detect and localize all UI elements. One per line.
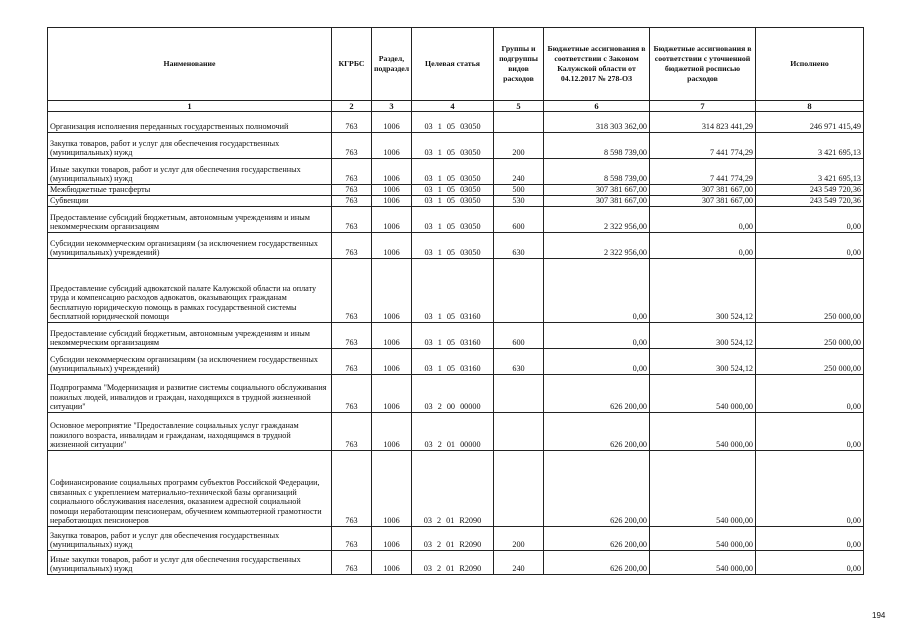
row-name: Закупка товаров, работ и услуг для обеспечения государственных (муниципальных) нужд xyxy=(48,133,332,159)
row-law-amount: 0,00 xyxy=(544,349,650,375)
row-razdel: 1006 xyxy=(372,259,412,323)
row-target: 03 2 01 R2090 xyxy=(412,551,494,575)
column-number-row xyxy=(48,101,864,112)
row-law-amount: 626 200,00 xyxy=(544,527,650,551)
row-refined-amount: 314 823 441,29 xyxy=(650,112,756,133)
row-name: Субсидии некоммерческим организациям (за исключением государственных (муниципальных) учреждений) xyxy=(48,349,332,375)
row-target: 03 1 05 03160 xyxy=(412,349,494,375)
row-law-amount: 626 200,00 xyxy=(544,451,650,527)
row-executed-amount: 3 421 695,13 xyxy=(756,133,864,159)
page-number: 194 xyxy=(872,611,886,620)
row-executed-amount: 0,00 xyxy=(756,527,864,551)
column-number: 8 xyxy=(756,101,864,112)
row-refined-amount: 540 000,00 xyxy=(650,527,756,551)
row-law-amount: 2 322 956,00 xyxy=(544,233,650,259)
row-razdel: 1006 xyxy=(372,551,412,575)
row-executed-amount: 0,00 xyxy=(756,451,864,527)
row-kgrbs: 763 xyxy=(332,259,372,323)
row-razdel: 1006 xyxy=(372,159,412,185)
row-name: Закупка товаров, работ и услуг для обеспечения государственных (муниципальных) нужд xyxy=(48,527,332,551)
row-target: 03 1 05 03160 xyxy=(412,323,494,349)
row-refined-amount: 540 000,00 xyxy=(650,413,756,451)
row-law-amount: 0,00 xyxy=(544,259,650,323)
row-target: 03 1 05 03050 xyxy=(412,159,494,185)
row-law-amount: 307 381 667,00 xyxy=(544,196,650,207)
row-razdel: 1006 xyxy=(372,323,412,349)
row-refined-amount: 300 524,12 xyxy=(650,323,756,349)
header-razdel: Раздел, подраздел xyxy=(372,28,412,101)
row-group xyxy=(494,375,544,413)
table-row xyxy=(48,259,864,323)
row-razdel: 1006 xyxy=(372,185,412,196)
row-name: Основное мероприятие "Предоставление социальных услуг гражданам пожилого возраста, инвалидам и гражданам, находящимся в трудной жизненной ситуации" xyxy=(48,413,332,451)
row-law-amount: 626 200,00 xyxy=(544,375,650,413)
row-name: Предоставление субсидий бюджетным, автономным учреждениям и иным некоммерческим организациям xyxy=(48,323,332,349)
row-refined-amount: 307 381 667,00 xyxy=(650,185,756,196)
column-number: 7 xyxy=(650,101,756,112)
row-name: Иные закупки товаров, работ и услуг для обеспечения государственных (муниципальных) нужд xyxy=(48,551,332,575)
table-row xyxy=(48,159,864,185)
row-razdel: 1006 xyxy=(372,413,412,451)
row-name: Иные закупки товаров, работ и услуг для обеспечения государственных (муниципальных) нужд xyxy=(48,159,332,185)
row-group xyxy=(494,451,544,527)
column-number: 3 xyxy=(372,101,412,112)
row-name: Подпрограмма "Модернизация и развитие системы социального обслуживания пожилых людей, инвалидов и граждан, находящихся в трудной жизненной ситуации" xyxy=(48,375,332,413)
row-refined-amount: 0,00 xyxy=(650,207,756,233)
header-row xyxy=(48,28,864,101)
row-group: 200 xyxy=(494,527,544,551)
row-kgrbs: 763 xyxy=(332,375,372,413)
table-row xyxy=(48,196,864,207)
row-group: 240 xyxy=(494,159,544,185)
row-name: Предоставление субсидий бюджетным, автономным учреждениям и иным некоммерческим организациям xyxy=(48,207,332,233)
row-name: Межбюджетные трансферты xyxy=(48,185,332,196)
row-executed-amount: 0,00 xyxy=(756,233,864,259)
row-group xyxy=(494,413,544,451)
row-kgrbs: 763 xyxy=(332,112,372,133)
row-refined-amount: 300 524,12 xyxy=(650,349,756,375)
header-law: Бюджетные ассигнования в соответствии с Законом Калужской области от 04.12.2017 № 278-ОЗ xyxy=(544,28,650,101)
row-kgrbs: 763 xyxy=(332,133,372,159)
row-executed-amount: 250 000,00 xyxy=(756,259,864,323)
row-target: 03 2 00 00000 xyxy=(412,375,494,413)
row-name: Субсидии некоммерческим организациям (за исключением государственных (муниципальных) учреждений) xyxy=(48,233,332,259)
row-group: 500 xyxy=(494,185,544,196)
row-executed-amount: 0,00 xyxy=(756,375,864,413)
table-row xyxy=(48,413,864,451)
row-group: 240 xyxy=(494,551,544,575)
table-row xyxy=(48,551,864,575)
row-executed-amount: 0,00 xyxy=(756,413,864,451)
row-executed-amount: 0,00 xyxy=(756,551,864,575)
table-row xyxy=(48,527,864,551)
row-law-amount: 2 322 956,00 xyxy=(544,207,650,233)
row-refined-amount: 540 000,00 xyxy=(650,451,756,527)
row-law-amount: 626 200,00 xyxy=(544,551,650,575)
table-row xyxy=(48,133,864,159)
row-name: Софинансирование социальных программ субъектов Российской Федерации, связанных с укреплением материально-технической базы организаций социального обслуживания населения, оказанием адресной социальной помощи неработающим пенсионерам, обучением компьютерной грамотности неработающих пенсионеров xyxy=(48,451,332,527)
row-kgrbs: 763 xyxy=(332,233,372,259)
table-row xyxy=(48,375,864,413)
header-name: Наименование xyxy=(48,28,332,101)
column-number: 2 xyxy=(332,101,372,112)
row-group: 530 xyxy=(494,196,544,207)
row-executed-amount: 0,00 xyxy=(756,207,864,233)
row-target: 03 1 05 03050 xyxy=(412,196,494,207)
row-kgrbs: 763 xyxy=(332,349,372,375)
row-refined-amount: 0,00 xyxy=(650,233,756,259)
header-executed: Исполнено xyxy=(756,28,864,101)
table-row xyxy=(48,185,864,196)
column-number: 5 xyxy=(494,101,544,112)
row-group: 630 xyxy=(494,349,544,375)
table-row xyxy=(48,233,864,259)
row-refined-amount: 7 441 774,29 xyxy=(650,159,756,185)
column-number: 1 xyxy=(48,101,332,112)
column-number: 4 xyxy=(412,101,494,112)
table-row xyxy=(48,207,864,233)
row-razdel: 1006 xyxy=(372,375,412,413)
row-razdel: 1006 xyxy=(372,527,412,551)
row-executed-amount: 250 000,00 xyxy=(756,349,864,375)
row-name: Организация исполнения переданных государственных полномочий xyxy=(48,112,332,133)
row-kgrbs: 763 xyxy=(332,413,372,451)
row-target: 03 2 01 00000 xyxy=(412,413,494,451)
row-target: 03 1 05 03160 xyxy=(412,259,494,323)
header-target: Целевая статья xyxy=(412,28,494,101)
row-target: 03 1 05 03050 xyxy=(412,207,494,233)
row-name: Субвенции xyxy=(48,196,332,207)
row-kgrbs: 763 xyxy=(332,207,372,233)
row-group: 600 xyxy=(494,323,544,349)
row-executed-amount: 243 549 720,36 xyxy=(756,185,864,196)
row-refined-amount: 540 000,00 xyxy=(650,375,756,413)
budget-table xyxy=(47,27,864,575)
row-target: 03 2 01 R2090 xyxy=(412,527,494,551)
row-executed-amount: 246 971 415,49 xyxy=(756,112,864,133)
row-group: 630 xyxy=(494,233,544,259)
row-razdel: 1006 xyxy=(372,349,412,375)
row-razdel: 1006 xyxy=(372,112,412,133)
row-executed-amount: 3 421 695,13 xyxy=(756,159,864,185)
row-law-amount: 307 381 667,00 xyxy=(544,185,650,196)
header-kgrbs: КГРБС xyxy=(332,28,372,101)
row-target: 03 1 05 03050 xyxy=(412,233,494,259)
row-group xyxy=(494,112,544,133)
table-row xyxy=(48,323,864,349)
row-kgrbs: 763 xyxy=(332,159,372,185)
table-body xyxy=(48,112,864,575)
row-name: Предоставление субсидий адвокатской палате Калужской области на оплату труда и компенсацию расходов адвокатов, оказывающих гражданам бесплатную юридическую помощь в рамках государственной системы бесплатной юридической помощи xyxy=(48,259,332,323)
row-razdel: 1006 xyxy=(372,133,412,159)
table-row xyxy=(48,349,864,375)
column-number: 6 xyxy=(544,101,650,112)
table-row xyxy=(48,451,864,527)
row-kgrbs: 763 xyxy=(332,451,372,527)
row-refined-amount: 540 000,00 xyxy=(650,551,756,575)
row-kgrbs: 763 xyxy=(332,196,372,207)
row-law-amount: 8 598 739,00 xyxy=(544,133,650,159)
row-law-amount: 626 200,00 xyxy=(544,413,650,451)
row-target: 03 1 05 03050 xyxy=(412,112,494,133)
row-razdel: 1006 xyxy=(372,233,412,259)
header-groups: Группы и подгруппы видов расходов xyxy=(494,28,544,101)
row-kgrbs: 763 xyxy=(332,551,372,575)
row-kgrbs: 763 xyxy=(332,527,372,551)
row-law-amount: 0,00 xyxy=(544,323,650,349)
row-executed-amount: 243 549 720,36 xyxy=(756,196,864,207)
row-law-amount: 318 303 362,00 xyxy=(544,112,650,133)
row-razdel: 1006 xyxy=(372,207,412,233)
row-refined-amount: 307 381 667,00 xyxy=(650,196,756,207)
row-razdel: 1006 xyxy=(372,196,412,207)
row-kgrbs: 763 xyxy=(332,185,372,196)
row-target: 03 1 05 03050 xyxy=(412,133,494,159)
row-target: 03 2 01 R2090 xyxy=(412,451,494,527)
row-group: 200 xyxy=(494,133,544,159)
row-law-amount: 8 598 739,00 xyxy=(544,159,650,185)
header-refined: Бюджетные ассигнования в соответствии с уточненной бюджетной росписью расходов xyxy=(650,28,756,101)
row-target: 03 1 05 03050 xyxy=(412,185,494,196)
row-refined-amount: 7 441 774,29 xyxy=(650,133,756,159)
row-group: 600 xyxy=(494,207,544,233)
table-row xyxy=(48,112,864,133)
row-group xyxy=(494,259,544,323)
row-razdel: 1006 xyxy=(372,451,412,527)
row-kgrbs: 763 xyxy=(332,323,372,349)
row-refined-amount: 300 524,12 xyxy=(650,259,756,323)
row-executed-amount: 250 000,00 xyxy=(756,323,864,349)
